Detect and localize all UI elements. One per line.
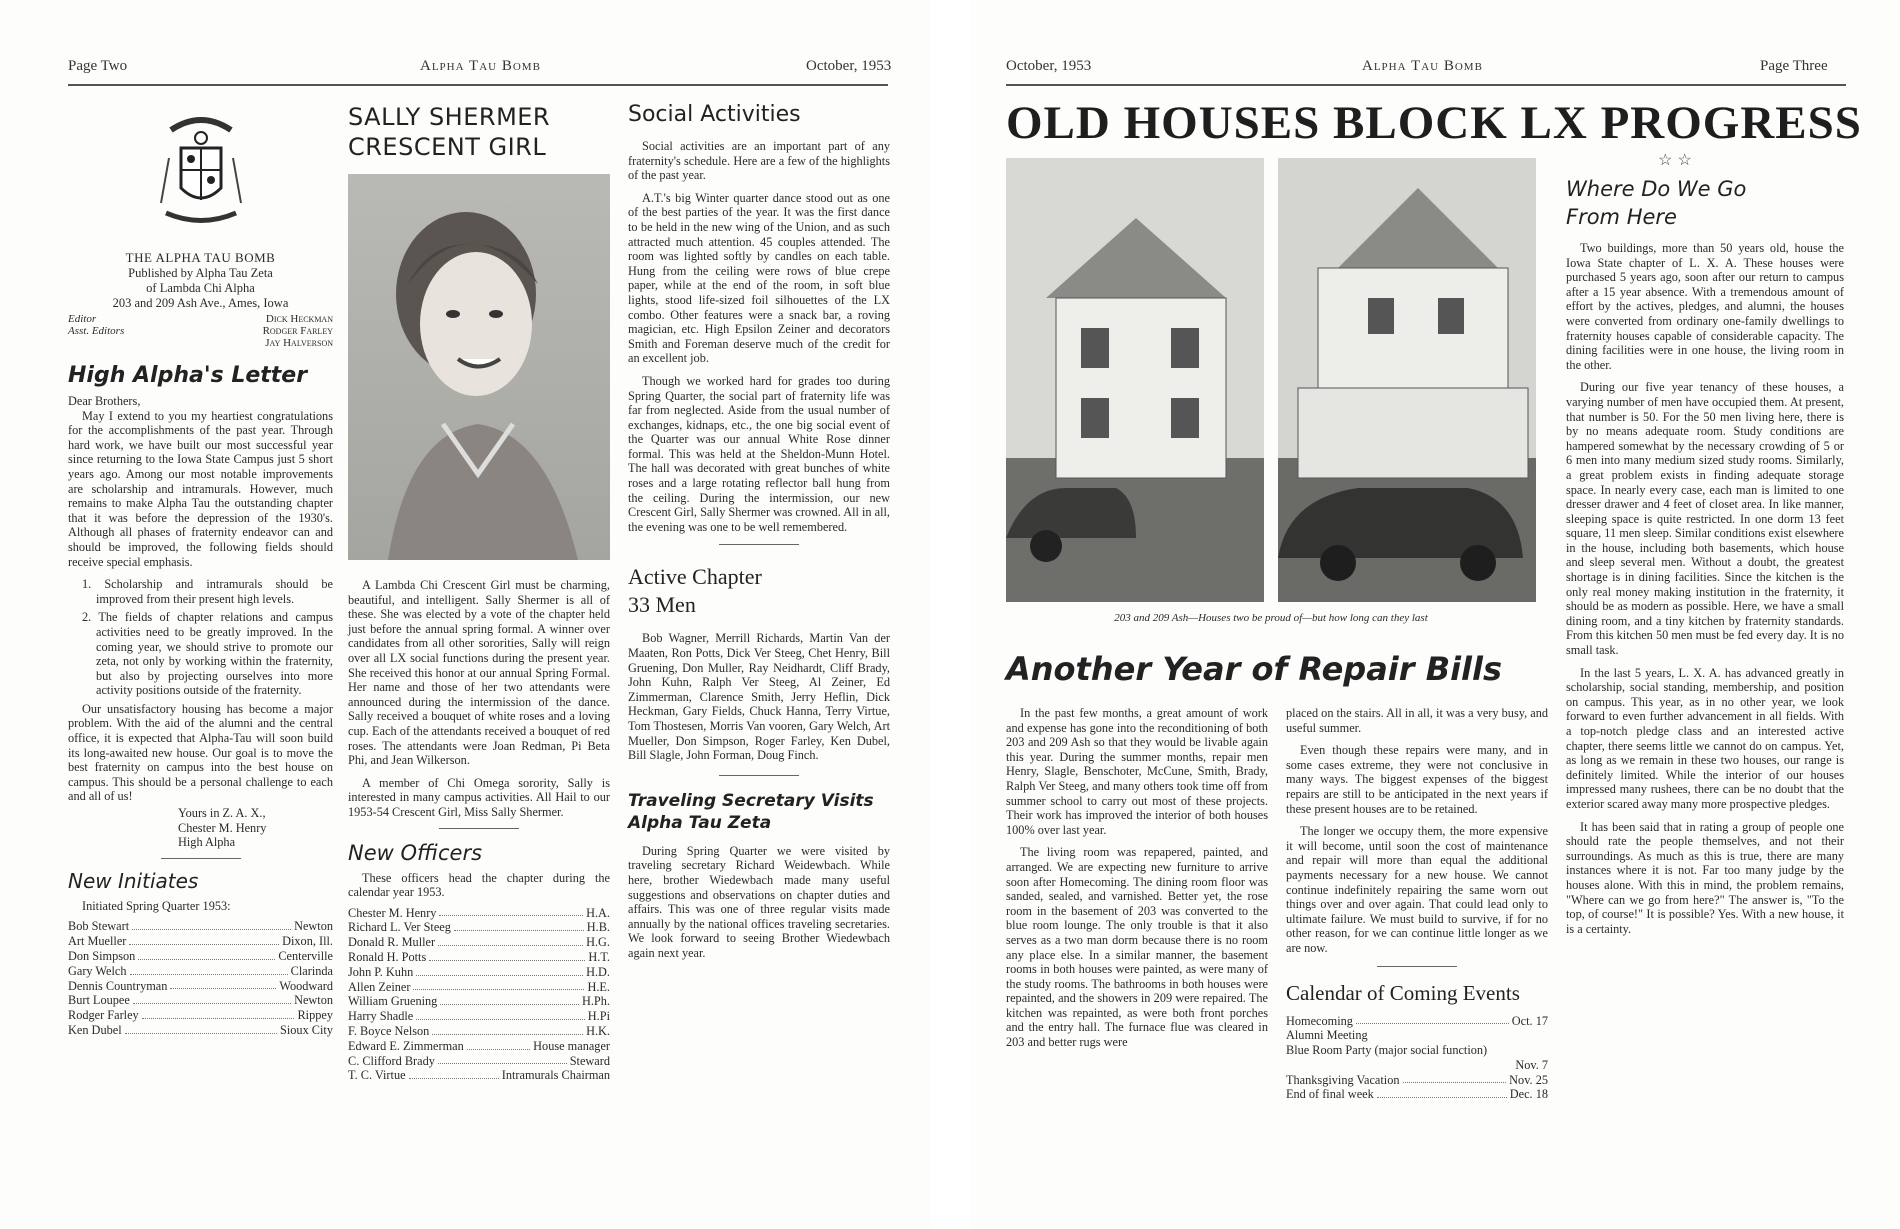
crescent-girl-heading-1: SALLY SHERMER <box>348 103 551 131</box>
leader-dots <box>416 1009 585 1020</box>
calendar-row-left: End of final week <box>1286 1087 1374 1102</box>
new-initiates-list <box>68 919 333 1037</box>
running-title-left: Alpha Tau Bomb <box>420 58 541 74</box>
repair-column-2 <box>1286 706 1548 1102</box>
social-heading: Social Activities <box>628 102 801 127</box>
banner-headline: OLD HOUSES BLOCK LX PROGRESS <box>1006 97 1862 149</box>
calendar-row <box>1286 1043 1548 1058</box>
officer-row-left: Ronald H. Potts <box>348 950 427 965</box>
leader-dots <box>413 980 584 991</box>
initiate-row-left: Dennis Countryman <box>68 978 168 993</box>
new-officers-intro: These officers head the chapter during the calendar year 1953. <box>348 870 610 900</box>
officer-row-left: Chester M. Henry <box>348 905 437 920</box>
leader-dots <box>439 906 583 917</box>
left-page <box>0 0 930 1229</box>
calendar-row <box>1286 1028 1548 1043</box>
officer-row <box>348 920 610 935</box>
leader-dots <box>170 979 276 990</box>
high-alpha-item-1: 1. Scholarship and intramurals should be improved from their present high levels. <box>82 577 333 606</box>
officer-row <box>348 1039 610 1054</box>
leader-dots <box>1377 1087 1507 1098</box>
initiate-row-left: Rodger Farley <box>68 1008 139 1023</box>
leader-dots <box>438 1054 567 1065</box>
calendar-heading: Calendar of Coming Events <box>1286 980 1520 1005</box>
calendar-row <box>1286 1014 1548 1029</box>
masthead-title: THE ALPHA TAU BOMB <box>125 250 276 265</box>
high-alpha-para-2: Our unsatisfactory housing has become a major problem. With the aid of the alumni and the central office, it is expected that Alpha-Tau will soon build its long-awaited new house. Our goal is to move the best fraternity on campus into the best house on campus. This should be a personal challenge to each and all of us! <box>68 701 333 804</box>
house-photo-209 <box>1278 158 1536 602</box>
social-para-3: Though we worked hard for grades too during Spring Quarter, the social part of fraternity life was far from neglected. Aside from the usual number of exchanges, kidnaps, etc., the one big social event of the Quarter was our annual White Rose dinner formal. This was held at the Sheldon-Munn Hotel. The hall was decorated with great bunches of white roses and a large rotating reflector ball hung from the ceiling. During the intermission, our new Crescent Girl, Sally Shermer was crowned. All in all, the evening was one to be well remembered. <box>628 373 890 534</box>
crescent-girl-heading-2: CRESCENT GIRL <box>348 133 547 161</box>
calendar-row <box>1286 1058 1548 1073</box>
issue-date-right: October, 1953 <box>1006 58 1092 74</box>
section-divider <box>161 858 241 859</box>
editor-name: Dick Heckman <box>265 313 333 325</box>
masthead-line-2: of Lambda Chi Alpha <box>146 281 255 295</box>
where-go-column <box>1566 150 1844 944</box>
initiate-row-left: Art Mueller <box>68 934 127 949</box>
social-para-2: A.T.'s big Winter quarter dance stood out as one of the best parties of the year. It was the first dance to be held in the new wing of the Union, and as such attracted much attention. 45 couples attended. The room was lighted softly by candles on each table. Hung from the ceiling were rows of blue crepe paper, while at the end of the room, in soft blue lights, stood life-sized foil silhouettes of the LX combo. Other features were a snack bar, a roving magician, etc. High Epsilon Zeiner and decorators Smith and Foreman deserve much of the credit for an excellent job. <box>628 190 890 366</box>
leader-dots <box>454 920 584 931</box>
repair-para-2: The living room was repapered, painted, and arranged. We are expecting new furniture to arrive soon after Homecoming. The dining room floor was sanded, sealed, and varnished. Better yet, the rose room in the basement of 203 was converted to the blue room lounge. The only trouble is that it also serves as a two man dorm because there is no room any place else. In a similar manner, the basement rooms in both houses were painted, as were many of the study rooms. The bathrooms in both houses were repainted, and the showers in 209 were repaired. The kitchen was repainted, as were both front porches and the entry hall. The furnace flue was cleared in 203 and better rugs were <box>1006 845 1268 1050</box>
section-divider <box>719 775 799 776</box>
officer-row-right: H.D. <box>586 964 610 979</box>
calendar-row <box>1286 1087 1548 1102</box>
section-divider <box>439 828 519 829</box>
header-rule-left <box>68 84 888 86</box>
active-chapter-list: Bob Wagner, Merrill Richards, Martin Van der Maaten, Ron Potts, Dick Ver Steeg, Chet Henry, Bill Gruening, Don Muller, Ray Neidhardt, Cliff Brady, John Kuhn, Ralph Ver Steeg, Al Zeiner, Ed Zimmerman, Clarence Smith, Jerry Heflin, Dick Heckman, Gary Fields, Chuck Hanna, Terry Virtue, Tom Thostesen, Morris Van vooren, Gary Welch, Art Mueller, Don Simpson, Roger Farley, Ken Dubel, Bill Slagle, John Forman, Doug Finch. <box>628 631 890 763</box>
officer-row-left: C. Clifford Brady <box>348 1053 435 1068</box>
initiate-row-right: Clarinda <box>290 963 333 978</box>
page-gutter <box>930 0 970 1229</box>
crescent-girl-para-1: A Lambda Chi Crescent Girl must be charming, beautiful, and intelligent. Sally Shermer is all of these. She was elected by a vote of the chapter held just before the annual spring formal. A winner over candidates from all other sororities, Sally will reign over all LX social functions during the present year. She received this honor at our annual Spring Formal. Her name and those of her two attendants were announced during the intermission of the dance. Sally received a bouquet of white roses and a loving cup. Each of the attendants received a bouquet of red roses. The attendants were Joan Redman, Pi Beta Phi, and Jean Wilkerson. <box>348 578 610 768</box>
leader-dots <box>416 965 583 976</box>
column-1 <box>68 100 333 1038</box>
officer-row <box>348 965 610 980</box>
repair-heading: Another Year of Repair Bills <box>1006 650 1503 688</box>
section-divider <box>1377 966 1457 967</box>
officer-row <box>348 980 610 995</box>
page-number-left: Page Two <box>68 58 128 74</box>
repair-para-3: placed on the stairs. All in all, it was a very busy, and useful summer. <box>1286 706 1548 735</box>
officer-row-left: John P. Kuhn <box>348 964 414 979</box>
crescent-girl-portrait <box>348 174 610 560</box>
star-ornament-icon: ☆ ☆ <box>1658 150 1692 169</box>
header-rule-right <box>1006 84 1846 86</box>
where-go-para-1: Two buildings, more than 50 years old, house the Iowa State chapter of L. X. A. These houses were purchased 5 years ago, soon after our return to campus after a 15 year absence. With a tremendous amount of effort by the actives, pledges, and alumni, the houses were converted from ordinary one-family dwellings to fraternity houses capable of considerable capacity. The dining facilities were in one house, the living room in the other. <box>1566 241 1844 372</box>
officer-row <box>348 950 610 965</box>
right-page <box>970 0 1900 1229</box>
where-go-heading-1: Where Do We Go <box>1566 177 1747 201</box>
initiate-row <box>68 934 333 949</box>
asst-editor-label: Asst. Editors <box>68 325 125 337</box>
leader-dots <box>429 950 585 961</box>
issue-date-left: October, 1953 <box>806 58 892 74</box>
officer-row-right: Steward <box>569 1053 610 1068</box>
initiate-row-left: Bob Stewart <box>68 919 130 934</box>
leader-dots <box>125 1023 277 1034</box>
officer-row <box>348 1009 610 1024</box>
leader-dots <box>432 1024 583 1035</box>
house-photo-203 <box>1006 158 1264 602</box>
editor-row <box>68 313 333 325</box>
initiate-row <box>68 1023 333 1038</box>
initiate-row <box>68 949 333 964</box>
officer-row-left: T. C. Virtue <box>348 1068 406 1083</box>
running-title-right: Alpha Tau Bomb <box>1362 58 1483 74</box>
officer-row-left: Allen Zeiner <box>348 979 411 994</box>
repair-para-1: In the past few months, a great amount of work and expense has gone into the reconditioning of both 203 and 209 Ash so that they would be livable again this year. During the summer months, repair men Henry, Slagle, Benschoter, McCune, Smith, Brady, Ralph Ver Steeg, and many others took time off from summer school to carry out most of these projects. Their work has improved the interior of both houses 100% over last year. <box>1006 706 1268 837</box>
traveling-heading-2: Alpha Tau Zeta <box>628 812 772 833</box>
officer-row-right: H.Pi <box>587 1009 610 1024</box>
officer-row-right: Intramurals Chairman <box>501 1068 610 1083</box>
calendar-row-right: Nov. 25 <box>1509 1072 1548 1087</box>
repair-para-5: The longer we occupy them, the more expensive it will become, until soon the cost of maintenance and repair will more than equal the additional payments necessary for a new house. We cannot continue indefinitely repairing the same worn out things over and over again. That could lead only to ultimate failure. We must build to survive, if for no other reason, for we can continue little longer as we are now. <box>1286 824 1548 955</box>
officer-row-left: Richard L. Ver Steeg <box>348 920 451 935</box>
page-number-right: Page Three <box>1760 58 1828 74</box>
initiate-row-right: Sioux City <box>280 1022 333 1037</box>
high-alpha-heading: High Alpha's Letter <box>68 363 308 388</box>
initiate-row-left: Ken Dubel <box>68 1022 122 1037</box>
leader-dots <box>1403 1073 1507 1084</box>
photo-caption: 203 and 209 Ash—Houses two be proud of—but how long can they last <box>1114 612 1428 624</box>
calendar-row-left: Thanksgiving Vacation <box>1286 1072 1400 1087</box>
calendar-row-left: Alumni Meeting <box>1286 1028 1368 1043</box>
new-officers-list <box>348 906 610 1084</box>
masthead-line-3: 203 and 209 Ash Ave., Ames, Iowa <box>112 296 289 310</box>
officer-row-right: H.T. <box>588 950 610 965</box>
initiate-row <box>68 919 333 934</box>
officer-row-left: Donald R. Muller <box>348 935 436 950</box>
initiate-row-right: Newton <box>294 993 333 1008</box>
leader-dots <box>130 964 288 975</box>
officer-row-left: Harry Shadle <box>348 1009 414 1024</box>
active-chapter-heading-1: Active Chapter <box>628 564 762 590</box>
leader-dots <box>129 934 279 945</box>
high-alpha-signer: Chester M. Henry <box>178 820 267 835</box>
leader-dots <box>132 919 291 930</box>
traveling-heading-1: Traveling Secretary Visits <box>628 790 874 811</box>
asst-editor-name-2: Jay Halverson <box>265 337 333 349</box>
high-alpha-item-2: 2. The fields of chapter relations and campus activities need to be greatly improved. In the coming year, we should strive to promote our zeta, not only by working within the fraternity, but also by projecting ourselves into more activity positions outside of the fraternity. <box>82 610 333 698</box>
masthead-line-1: Published by Alpha Tau Zeta <box>128 266 273 280</box>
officer-row <box>348 1068 610 1083</box>
fraternity-crest-icon <box>151 108 251 238</box>
officer-row <box>348 1024 610 1039</box>
leader-dots <box>440 994 579 1005</box>
active-chapter-heading-2: 33 Men <box>628 592 696 618</box>
initiate-row-right: Dixon, Ill. <box>282 934 333 949</box>
asst-editor-name-1: Rodger Farley <box>262 325 333 337</box>
high-alpha-signer-title: High Alpha <box>178 835 236 850</box>
leader-dots <box>438 935 583 946</box>
initiate-row <box>68 993 333 1008</box>
repair-column-1 <box>1006 706 1268 1058</box>
initiate-row <box>68 964 333 979</box>
leader-dots <box>133 993 291 1004</box>
where-go-para-3: In the last 5 years, L. X. A. has advanced greatly in scholarship, social standing, membership, and position on campus. This year, as in no other year, we look forward to even further advancement in all fields. With a top-notch pledge class and an interested active chapter, there seems little we cannot do on campus. Yet, as long as we remain in these two houses, our range is definitely limited. While the interior of our houses impressed many rushees, there can be no doubt that the exterior scared away many more prospective pledges. <box>1566 665 1844 811</box>
officer-row-left: Edward E. Zimmerman <box>348 1038 464 1053</box>
officer-row-right: H.G. <box>586 935 610 950</box>
officer-row-left: William Gruening <box>348 994 438 1009</box>
initiate-row-right: Rippey <box>297 1008 333 1023</box>
new-initiates-heading: New Initiates <box>68 868 199 893</box>
officer-row <box>348 994 610 1009</box>
officer-row-right: H.B. <box>586 920 610 935</box>
new-officers-heading: New Officers <box>348 840 483 865</box>
initiate-row <box>68 979 333 994</box>
asst-editor-row <box>68 325 333 337</box>
high-alpha-closing: Yours in Z. A. X., <box>178 806 266 821</box>
repair-para-4: Even though these repairs were many, and in some cases extreme, they were not conclusive in many ways. The biggest expenses of the biggest repairs are still to be anticipated in the next years if these present houses are to be retained. <box>1286 743 1548 816</box>
officer-row-right: House manager <box>533 1038 610 1053</box>
high-alpha-para-1: May I extend to you my heartiest congratulations for the accomplishments of the past year. Through hard work, we have built our most successful year since returning to the Iowa State Campus just 5 short years ago. Among our most notable improvements are scholarship and intramurals. However, much remains to make Alpha Tau the outstanding chapter that it was before the depression of the 1930's. Although all phases of fraternity endeavor can and should be improved, the following fields should receive special emphasis. <box>68 408 333 569</box>
officer-row-right: H.Ph. <box>581 994 610 1009</box>
editor-label: Editor <box>68 313 97 325</box>
officer-row-left: F. Boyce Nelson <box>348 1024 430 1039</box>
calendar-row-right: Oct. 17 <box>1511 1013 1548 1028</box>
where-go-heading-2: From Here <box>1566 205 1677 229</box>
calendar-row-right: Nov. 7 <box>1515 1057 1548 1072</box>
new-initiates-subheading: Initiated Spring Quarter 1953: <box>82 898 231 913</box>
leader-dots <box>1356 1014 1509 1025</box>
high-alpha-salutation: Dear Brothers, <box>68 394 141 408</box>
officer-row-right: H.K. <box>586 1024 610 1039</box>
calendar-row <box>1286 1073 1548 1088</box>
section-divider <box>719 544 799 545</box>
officer-row-right: H.E. <box>587 979 610 994</box>
initiate-row <box>68 1008 333 1023</box>
crescent-girl-para-2: A member of Chi Omega sorority, Sally is interested in many campus activities. All Hail to our 1953-54 Crescent Girl, Miss Sally Shermer. <box>348 775 610 819</box>
officer-row <box>348 1054 610 1069</box>
initiate-row-left: Don Simpson <box>68 949 136 963</box>
initiate-row-left: Gary Welch <box>68 963 127 978</box>
leader-dots <box>467 1039 530 1050</box>
calendar-row-left: Blue Room Party (major social function) <box>1286 1043 1488 1058</box>
social-para-1: Social activities are an important part of any fraternity's schedule. Here are a few of the highlights of the past year. <box>628 139 890 183</box>
where-go-para-2: During our five year tenancy of these houses, a varying number of men have occupied them. At present, that number is 50. For the 50 men living here, there is by no means adequate room. Study conditions are hampered somewhat by the necessary crowding of 5 or 6 men into many medium sized study rooms. Similarly, a great problem exists in finding adequate storage space. In nearly every case, each man is limited to one dresser drawer and 4 feet of closet area. In like manner, sleeping space is quite restricted. In one dorm 13 feet square, 11 men sleep. Similar conditions exist elsewhere in the house, including both basements, which house and sleep several men. Without a doubt, the greatest shortage is in dining facilities. Since the kitchen is the only real money making institution in the fraternity, it should be as modern as possible. Here, we have a small dining room, and a tiny kitchen by fraternity standards. From this kitchen 50 men must be fed every day. It is no small task. <box>1566 380 1844 658</box>
column-2 <box>348 102 610 1083</box>
officer-row-right: H.A. <box>586 905 610 920</box>
traveling-body: During Spring Quarter we were visited by traveling secretary Richard Weidewbach. While here, brother Wiedewbach made many useful suggestions and observations on chapter duties and affairs. This was one of three regular visits made annually by the national offices traveling secretaries. We look forward to seeing Brother Wiedewbach again next year. <box>628 843 890 960</box>
officer-row <box>348 935 610 950</box>
initiate-row-left: Burt Loupee <box>68 993 130 1008</box>
calendar-list <box>1286 1014 1548 1103</box>
column-3 <box>628 102 890 969</box>
where-go-para-4: It has been said that in rating a group of people one should rate the people themselves, and not their surroundings. As much as this is true, there are many instances where it is not. Far too many judge by the houses alone. With this in mind, the problem remains, "Where can we go from here?" The answer is, "To the top, of course!" It is possible? Yes. With a new house, it is a certainty. <box>1566 819 1844 936</box>
calendar-row-right: Dec. 18 <box>1509 1087 1548 1102</box>
initiate-row-right: Centerville <box>278 949 333 963</box>
leader-dots <box>409 1068 499 1079</box>
initiate-row-right: Newton <box>294 919 333 934</box>
officer-row <box>348 906 610 921</box>
leader-dots <box>142 1008 295 1019</box>
calendar-row-left: Homecoming <box>1286 1013 1353 1028</box>
initiate-row-right: Woodward <box>279 978 333 993</box>
leader-dots <box>138 949 275 960</box>
